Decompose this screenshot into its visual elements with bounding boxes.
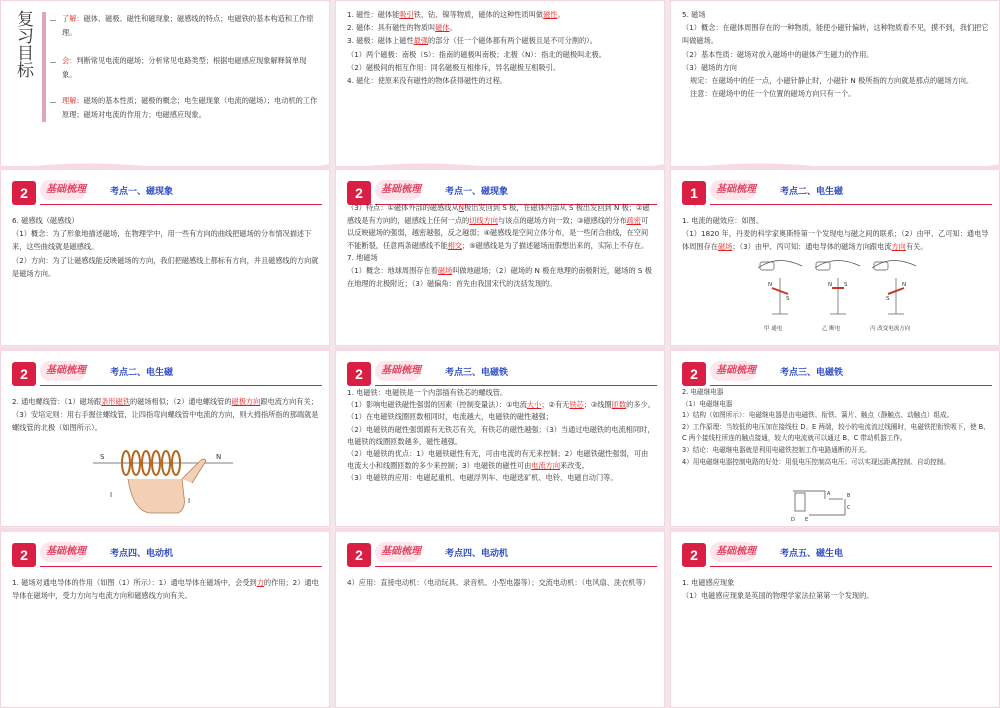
paragraph: （1）概念：地球周围存在着磁场叫做地磁场；（2）磁场的 N 极在地理的南极附近，磁场的 S 极在地理的北极附近；（3）磁偏角：首先由我国宋代的沈括发现的。 xyxy=(347,265,652,288)
goal-item xyxy=(62,54,320,81)
top-band xyxy=(0,166,330,170)
slide-header xyxy=(0,359,330,389)
paragraph: 4. 磁化：使原来没有磁性的物体获得磁性的过程。 xyxy=(347,76,508,86)
svg-text:D: D xyxy=(791,517,795,523)
paragraph: （1）1820 年，丹麦的科学家奥斯特第一个发现电与磁之间的联系；（2）由甲、乙可知：通电导体周围存在磁场；（3）由甲、丙可知：通电导体的磁场方向跟电流方向有关。 xyxy=(682,229,989,252)
section-badge: 1 xyxy=(682,181,706,205)
slide-magnetism-basics[interactable] xyxy=(335,0,665,180)
header-rule xyxy=(710,204,992,205)
paragraph: 2）工作原理：当较低的电压加在接线柱 D、E 两端，较小的电流流过线圈时，电磁铁把衔铁吸下，使 B、C 两个接线柱所连的触点接通，较大的电流就可以通过 B、C 带动机器工作。 xyxy=(682,422,990,443)
paragraph: 1. 电磁铁：电磁铁是一个内部插有铁芯的螺线管。 xyxy=(347,388,508,397)
right-hand-rule-figure xyxy=(88,439,238,521)
paragraph: 7. 地磁场 xyxy=(347,253,378,263)
header-rule xyxy=(40,385,322,386)
svg-text:A: A xyxy=(827,491,831,497)
oersted-experiment-figure xyxy=(750,248,930,338)
paragraph: （3）特点：①磁体外部的磁感线从N极出发回到 S 极，在磁体内部从 S 极出发回到 N 极；②磁感线是有方向的，磁感线上任何一点的切线方向与该点的磁场方向一致；③磁感线的分布疏密可以反映磁场的强弱，越密越强，反之越弱；④磁感线是空间立体分布，是一些闭合曲线，在空间不能断裂，任意两条磁感线不能相交；⑤磁感线是为了描述磁场而假想出来的，实际上不存在。 xyxy=(347,203,650,250)
svg-text:I: I xyxy=(110,491,113,499)
slide-electromagnet[interactable] xyxy=(335,347,665,527)
slide-body xyxy=(347,8,655,87)
paragraph: 2. 电磁继电器 xyxy=(682,388,724,396)
paragraph: （2）基本性质：磁场对放入磁场中的磁体产生磁力的作用。 xyxy=(682,49,874,59)
slide-header xyxy=(335,540,665,570)
goal-item xyxy=(62,12,320,39)
svg-text:B: B xyxy=(847,493,851,499)
paragraph: 3. 磁极：磁体上磁性最强的部分（任一个磁体都有两个磁极且是不可分割的）。 xyxy=(347,36,597,46)
slide-title: 复习目标 xyxy=(13,10,33,78)
section-badge: 2 xyxy=(682,543,706,567)
paragraph: 2. 通电螺线管：（1）磁场跟条形磁铁的磁场相似；（2）通电螺线管的磁极方向跟电流方向有关；（3）安培定则：用右手握住螺线管，让四指弯向螺线管中电流的方向，则大拇指所指的那端就是螺线管的北极（如图所示）。 xyxy=(12,397,319,433)
top-band xyxy=(335,528,665,532)
paragraph: 1. 磁场对通电导体的作用（如图（1）所示）：1）通电导体在磁场中，会受到力的作用；2）通电导体在磁场中，受力方向与电流方向和磁感线方向有关。 xyxy=(12,578,319,601)
paragraph: 5. 磁场 xyxy=(682,10,706,19)
tick-mark xyxy=(50,62,56,63)
section-badge: 2 xyxy=(12,543,36,567)
slide-body xyxy=(347,387,655,485)
paragraph: （3）磁场的方向 xyxy=(682,62,737,72)
paragraph: 3）结论：电磁继电器就是利用电磁铁控制工作电路通断的开关。 xyxy=(682,445,871,454)
slide-header xyxy=(670,178,1000,208)
topic-title: 考点二、电生磁 xyxy=(780,187,844,197)
slide-header xyxy=(670,540,1000,570)
slide-header xyxy=(670,359,1000,389)
slide-solenoid[interactable] xyxy=(0,347,330,527)
slide-relay[interactable] xyxy=(670,347,1000,527)
paragraph: （1）电磁继电器 xyxy=(682,399,733,408)
goal-key: 会： xyxy=(62,56,77,65)
goal-key: 理解： xyxy=(62,96,84,105)
section-badge: 2 xyxy=(12,181,36,205)
goal-key: 了解： xyxy=(62,14,84,23)
section-badge: 2 xyxy=(12,362,36,386)
slide-body xyxy=(347,576,655,589)
slide-current-magnetic-effect[interactable] xyxy=(670,166,1000,346)
section-badge: 2 xyxy=(347,181,371,205)
slide-body xyxy=(347,202,655,290)
tag-pill: 基础梳理 xyxy=(710,542,756,562)
topic-title: 考点五、磁生电 xyxy=(780,549,844,559)
section-badge: 2 xyxy=(682,362,706,386)
goal-text: 磁体、磁极、磁性和磁现象；磁感线的特点；电磁铁的基本构造和工作原理。 xyxy=(62,14,314,37)
section-badge: 2 xyxy=(347,362,371,386)
tag-pill: 基础梳理 xyxy=(710,361,756,381)
goal-text: 判断常见电流的磁场；分析常见电路类型；根据电磁感应现象解释简单现象。 xyxy=(62,56,307,79)
slide-magnetic-field-lines[interactable] xyxy=(0,166,330,346)
svg-text:甲 通电: 甲 通电 xyxy=(764,326,783,332)
top-band xyxy=(670,528,1000,532)
header-rule xyxy=(40,204,322,205)
slide-body xyxy=(682,387,990,468)
tag-pill: 基础梳理 xyxy=(40,361,86,381)
svg-text:E: E xyxy=(805,517,809,523)
top-band xyxy=(670,166,1000,170)
svg-text:S: S xyxy=(786,296,790,302)
paragraph: （1）概念：在磁体周围存在的一种物质，能使小磁针偏转，这种物质看不见，摸不到，我们把它叫做磁场。 xyxy=(682,23,989,46)
svg-text:N: N xyxy=(216,453,222,461)
svg-text:S: S xyxy=(100,453,105,461)
paragraph: （1）概念：为了形象地描述磁场，在物理学中，用一些有方向的曲线把磁场的分布情况描述下来，这些曲线就是磁感线。 xyxy=(12,229,312,252)
paragraph: （2）磁极间的相互作用：同名磁极互相排斥，异名磁极互相吸引。 xyxy=(347,62,561,72)
paragraph: 4）用电磁继电器控制电路的好处：用低电压控制高电压；可以实现远距离控制、自动控制。 xyxy=(682,457,950,466)
paragraph: 1）结构（如图所示）：电磁继电器是由电磁铁、衔铁、簧片、触点（静触点、动触点）组成。 xyxy=(682,411,954,420)
paragraph: （1）电磁感应现象是英国的物理学家法拉第第一个发现的。 xyxy=(682,591,874,601)
svg-text:C: C xyxy=(847,505,851,511)
topic-title: 考点二、电生磁 xyxy=(110,368,174,378)
relay-diagram-figure xyxy=(785,485,855,525)
paragraph: 1. 电磁感应现象 xyxy=(682,578,735,587)
slide-body xyxy=(682,8,990,100)
paragraph: 注意：在磁场中的任一个位置的磁场方向只有一个。 xyxy=(690,89,856,99)
tag-pill: 基础梳理 xyxy=(710,180,756,200)
paragraph: 规定：在磁场中的任一点，小磁针静止时，小磁针 N 极所指的方向就是那点的磁场方向。 xyxy=(690,76,974,86)
paragraph: 4）应用：直接电动机：（电动玩具、录音机、小型电器等）；交流电动机：（电风扇、洗衣机等） xyxy=(347,578,650,587)
svg-text:乙 断电: 乙 断电 xyxy=(822,326,841,332)
slide-body xyxy=(682,576,990,602)
slide-electromagnetic-induction[interactable] xyxy=(670,528,1000,708)
topic-title: 考点四、电动机 xyxy=(110,549,174,559)
svg-text:S: S xyxy=(844,282,848,288)
tag-pill: 基础梳理 xyxy=(40,542,86,562)
tag-pill: 基础梳理 xyxy=(40,180,86,200)
slide-header xyxy=(335,359,665,389)
section-badge: 2 xyxy=(347,543,371,567)
slide-field-line-features[interactable] xyxy=(335,166,665,346)
top-band xyxy=(335,347,665,351)
paragraph: 2. 磁体：具有磁性的物质叫磁体。 xyxy=(347,23,457,33)
slide-body xyxy=(12,395,320,435)
svg-text:I: I xyxy=(188,497,191,505)
slide-motor-force[interactable] xyxy=(0,528,330,708)
paragraph: （1）影响电磁铁磁性强弱的因素（控制变量法）：①电流大小；②有无铁芯；③线圈匝数的多少。（1）在电磁铁线圈匝数相同时，电流越大，电磁铁的磁性越强； xyxy=(347,400,655,422)
goal-text: 磁场的基本性质；磁极的概念；电生磁现象（电流的磁场）；电动机的工作原理；磁场对电流的作用力；电磁感应现象。 xyxy=(62,96,318,119)
paragraph: 1. 磁性：磁体能吸引铁、钴、镍等物质，磁体的这种性质叫做磁性。 xyxy=(347,10,565,19)
tick-mark xyxy=(50,102,56,103)
topic-title: 考点一、磁现象 xyxy=(110,187,174,197)
paragraph: （2）电磁铁的磁性强弱跟有无铁芯有关，有铁芯的磁性越强；（3）当通过电磁铁的电流相同时，电磁铁的线圈匝数越多，磁性越强。 xyxy=(347,424,655,446)
tag-pill: 基础梳理 xyxy=(375,361,421,381)
top-band xyxy=(335,166,665,170)
top-band xyxy=(0,347,330,351)
paragraph: 1. 电流的磁效应：如图。 xyxy=(682,216,764,225)
top-band xyxy=(670,347,1000,351)
topic-title: 考点一、磁现象 xyxy=(445,187,509,197)
svg-text:S: S xyxy=(886,296,890,302)
goal-item xyxy=(62,94,320,121)
slide-magnetic-field[interactable] xyxy=(670,0,1000,180)
paragraph: （2）方向：为了让磁感线能反映磁场的方向，我们把磁感线上都标有方向，并且磁感线的方向就是磁场方向。 xyxy=(12,255,319,278)
tag-pill: 基础梳理 xyxy=(375,180,421,200)
svg-text:丙 改变电流方向: 丙 改变电流方向 xyxy=(870,326,911,332)
header-rule xyxy=(40,566,322,567)
header-rule xyxy=(710,566,992,567)
slide-motor-applications[interactable] xyxy=(335,528,665,708)
slide-review-goals[interactable] xyxy=(0,0,330,180)
topic-title: 考点三、电磁铁 xyxy=(445,368,509,378)
svg-text:N: N xyxy=(768,282,773,288)
slide-body xyxy=(12,576,320,602)
topic-title: 考点三、电磁铁 xyxy=(780,368,844,378)
slide-header xyxy=(0,540,330,570)
svg-text:N: N xyxy=(828,282,833,288)
slide-body xyxy=(12,214,320,280)
tag-pill: 基础梳理 xyxy=(375,542,421,562)
paragraph: （1）两个磁极：南极（S）：指南的磁极叫南极；北极（N）：指北的磁极叫北极。 xyxy=(347,49,606,59)
topic-title: 考点四、电动机 xyxy=(445,549,509,559)
paragraph: （3）电磁铁的应用：电磁起重机、电磁浮列车、电磁选矿机、电铃、电磁自动门等。 xyxy=(347,473,618,483)
header-rule xyxy=(375,566,657,567)
decorative-bar xyxy=(42,12,46,122)
header-rule xyxy=(375,385,657,386)
header-rule xyxy=(710,385,992,386)
top-band xyxy=(0,528,330,532)
svg-text:N: N xyxy=(902,282,907,288)
slide-header xyxy=(0,178,330,208)
tick-mark xyxy=(50,20,56,21)
paragraph: 6. 磁感线（磁感线） xyxy=(12,216,79,225)
paragraph: （2）电磁铁的优点：1）电磁铁磁性有无，可由电流的有无来控制；2）电磁铁磁性强弱，可由电流大小和线圈匝数的多少来控制；3）电磁铁的磁性可由电流方向来改变。 xyxy=(347,449,649,471)
